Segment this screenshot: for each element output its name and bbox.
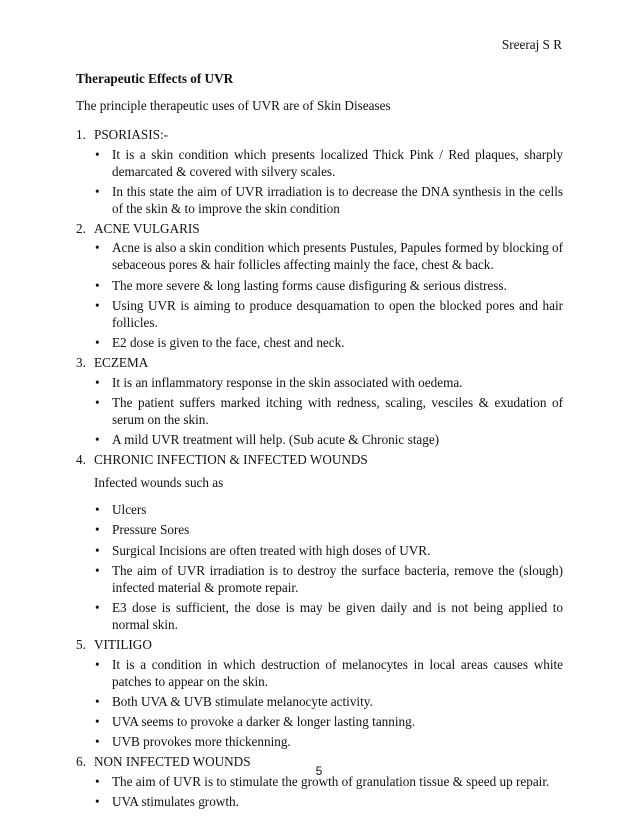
bullet-item [94, 501, 563, 518]
section-number: 2. [76, 220, 86, 236]
bullet-list [94, 501, 563, 633]
header-author: Sreeraj S R [501, 37, 562, 52]
bullet-icon: • [95, 240, 100, 256]
bullet-text: Pressure Sores [112, 522, 190, 538]
bullet-item [94, 297, 563, 331]
bullet-icon: • [95, 693, 100, 709]
bullet-item [94, 394, 563, 428]
bullet-item [94, 431, 563, 448]
section-note: Infected wounds such as [94, 475, 224, 491]
bullet-item [94, 562, 563, 596]
section-heading: CHRONIC INFECTION & INFECTED WOUNDS [94, 452, 368, 468]
section-heading: VITILIGO [94, 637, 152, 653]
section-item [76, 354, 563, 448]
bullet-icon: • [95, 146, 100, 162]
section-item [76, 220, 563, 351]
bullet-text: Surgical Incisions are often treated with high doses of UVR. [112, 542, 431, 558]
bullet-icon: • [95, 394, 100, 410]
bullet-list [94, 239, 563, 351]
section-item [76, 636, 563, 750]
bullet-icon: • [95, 562, 100, 578]
page-number: 5 [315, 764, 323, 778]
bullet-text: It is an inflammatory response in the skin associated with oedema. [112, 374, 463, 390]
bullet-list [94, 146, 563, 217]
bullet-text: The aim of UVR is to stimulate the growth of granulation tissue & speed up repair. [112, 773, 550, 789]
section-heading: ECZEMA [94, 355, 149, 371]
section-item [76, 451, 563, 633]
bullet-icon: • [95, 542, 100, 558]
bullet-text: The aim of UVR irradiation is to destroy the surface bacteria, remove the (slough) infected material & promote repair. [112, 562, 563, 595]
bullet-list [94, 656, 563, 751]
bullet-icon: • [95, 183, 100, 199]
bullet-icon: • [95, 522, 100, 538]
bullet-item [94, 693, 563, 710]
bullet-icon: • [95, 374, 100, 390]
bullet-text: A mild UVR treatment will help. (Sub acute & Chronic stage) [112, 432, 440, 447]
bullet-text: The patient suffers marked itching with redness, scaling, vesciles & exudation of serum on the skin. [112, 394, 563, 427]
bullet-icon: • [95, 599, 100, 615]
bullet-item [94, 656, 563, 690]
bullet-text: In this state the aim of UVR irradiation is to decrease the DNA synthesis in the cells of the skin & to improve the skin condition [112, 183, 563, 216]
bullet-item [94, 713, 563, 730]
bullet-list [94, 374, 563, 448]
bullet-icon: • [95, 297, 100, 313]
section-number: 4. [76, 452, 86, 468]
section-number: 1. [76, 127, 86, 142]
bullet-item [94, 183, 563, 217]
bullet-text: UVA seems to provoke a darker & longer lasting tanning. [112, 714, 416, 729]
bullet-text: Using UVR is aiming to produce desquamation to open the blocked pores and hair follicles. [112, 297, 563, 330]
bullet-icon: • [95, 432, 100, 447]
bullet-item [94, 277, 563, 294]
bullet-text: UVA stimulates growth. [112, 794, 239, 810]
section-number: 3. [76, 355, 86, 371]
bullet-icon: • [95, 773, 100, 789]
bullet-text: Both UVA & UVB stimulate melanocyte activity. [112, 693, 373, 709]
section-heading: NON INFECTED WOUNDS [94, 754, 251, 770]
bullet-text: UVB provokes more thickenning. [112, 734, 291, 750]
bullet-item [94, 521, 563, 538]
page-title: Therapeutic Effects of UVR [76, 71, 234, 86]
section-number: 5. [76, 637, 86, 653]
bullet-icon: • [95, 794, 100, 810]
intro-paragraph: The principle therapeutic uses of UVR are of Skin Diseases [76, 98, 391, 113]
bullet-text: It is a condition in which destruction of melanocytes in local areas causes white patches to appear on the skin. [112, 656, 563, 689]
bullet-item [94, 793, 563, 810]
bullet-item [94, 374, 563, 391]
bullet-text: E2 dose is given to the face, chest and neck. [112, 334, 345, 350]
bullet-icon: • [95, 334, 100, 350]
bullet-icon: • [95, 734, 100, 750]
section-heading: ACNE VULGARIS [94, 220, 200, 236]
section-item [76, 753, 563, 810]
bullet-item [94, 334, 563, 351]
section-number: 6. [76, 754, 86, 770]
bullet-text: E3 dose is sufficient, the dose is may be given daily and is not being applied to normal skin. [112, 599, 563, 632]
bullet-item [94, 599, 563, 633]
bullet-text: Acne is also a skin condition which presents Pustules, Papules formed by blocking of sebaceous pores & hair follicles affecting mainly the face, chest & back. [112, 240, 563, 273]
section-heading: PSORIASIS:- [94, 127, 169, 142]
bullet-icon: • [95, 714, 100, 729]
bullet-item [94, 146, 563, 180]
bullet-item [94, 239, 563, 273]
bullet-item [94, 542, 563, 559]
bullet-item [94, 733, 563, 750]
bullet-text: The more severe & long lasting forms cause disfiguring & serious distress. [112, 277, 507, 293]
bullet-text: Ulcers [112, 502, 147, 518]
section-list [76, 126, 563, 810]
section-item [76, 126, 563, 217]
bullet-text: It is a skin condition which presents localized Thick Pink / Red plaques, sharply demarcated & covered with silvery scales. [112, 146, 563, 179]
bullet-icon: • [95, 656, 100, 672]
page-content [76, 70, 563, 813]
bullet-icon: • [95, 502, 100, 518]
bullet-icon: • [95, 277, 100, 293]
